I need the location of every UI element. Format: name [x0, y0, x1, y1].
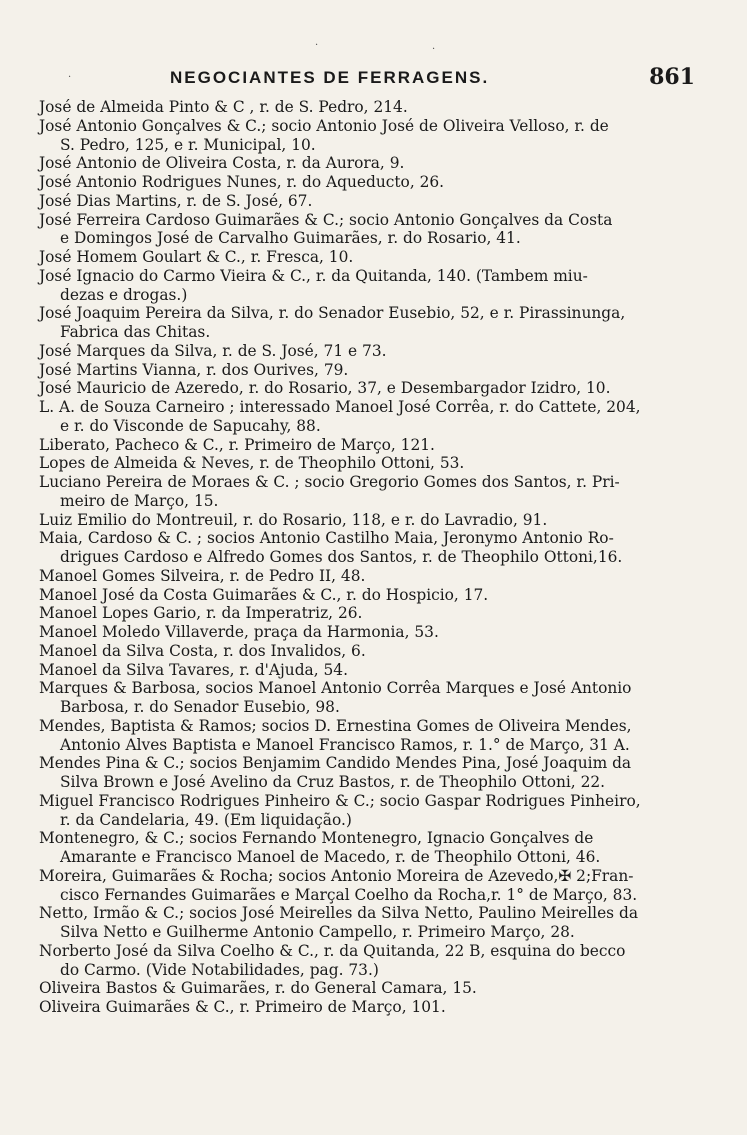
page-number: 861: [649, 64, 695, 90]
entry-line: José Antonio Gonçalves & C.; socio Antonio José de Oliveira Velloso, r. de: [39, 116, 609, 135]
entry-line: Manoel Moledo Villaverde, praça da Harmonia, 53.: [39, 623, 439, 641]
directory-entry: [39, 379, 679, 398]
directory-entry: [39, 117, 679, 155]
entry-line: Norberto José da Silva Coelho & C., r. da Quitanda, 22 B, esquina do becco: [39, 941, 626, 960]
entry-line: Netto, Irmão & C.; socios José Meirelles da Silva Netto, Paulino Meirelles da: [39, 904, 639, 923]
entry-line: L. A. de Souza Carneiro ; interessado Manoel José Corrêa, r. do Cattete, 204,: [39, 398, 641, 416]
entry-continuation-line: Amarante e Francisco Manoel de Macedo, r. de Theophilo Ottoni, 46.: [60, 848, 601, 866]
directory-entry: [39, 267, 679, 305]
entry-continuation-line: e Domingos José de Carvalho Guimarães, r. do Rosario, 41.: [60, 229, 521, 248]
entry-line: José Joaquim Pereira da Silva, r. do Senador Eusebio, 52, e r. Pirassinunga,: [39, 304, 626, 323]
entry-line: Oliveira Bastos & Guimarães, r. do General Camara, 15.: [39, 979, 477, 998]
entry-continuation-line: cisco Fernandes Guimarães e Marçal Coelho da Rocha,r. 1° de Março, 83.: [60, 885, 638, 904]
directory-entry: [39, 754, 679, 792]
print-speck: ·: [315, 40, 319, 51]
entry-line: José Antonio de Oliveira Costa, r. da Aurora, 9.: [39, 154, 405, 173]
entry-continuation-line: Fabrica das Chitas.: [60, 323, 211, 341]
entry-line: José Mauricio de Azeredo, r. do Rosario, 37, e Desembargador Izidro, 10.: [39, 379, 611, 398]
directory-entry: [39, 529, 679, 567]
entry-line: Marques & Barbosa, socios Manoel Antonio Corrêa Marques e José Antonio: [39, 679, 632, 698]
directory-entry: [39, 679, 679, 717]
page-title: NEGOCIANTES DE FERRAGENS.: [170, 68, 490, 87]
entry-line: Maia, Cardoso & C. ; socios Antonio Castilho Maia, Jeronymo Antonio Ro-: [39, 529, 614, 548]
entry-line: Mendes Pina & C.; socios Benjamim Candido Mendes Pina, José Joaquim da: [39, 754, 632, 773]
directory-entry: [39, 904, 679, 942]
directory-entry: [39, 567, 679, 586]
directory-entry: [39, 661, 679, 680]
entry-line: José de Almeida Pinto & C , r. de S. Pedro, 214.: [39, 98, 408, 116]
directory-entry: [39, 248, 679, 267]
directory-entry: [39, 173, 679, 192]
directory-entry: [39, 623, 679, 642]
directory-entry: [39, 792, 679, 830]
directory-entries: [39, 98, 679, 1017]
directory-entry: [39, 717, 679, 755]
entry-continuation-line: drigues Cardoso e Alfredo Gomes dos Santos, r. de Theophilo Ottoni,16.: [60, 548, 623, 566]
entry-line: Manoel José da Costa Guimarães & C., r. do Hospicio, 17.: [39, 585, 489, 604]
directory-entry: [39, 642, 679, 661]
entry-line: José Dias Martins, r. de S. José, 67.: [39, 191, 313, 210]
directory-entry: [39, 586, 679, 605]
entry-line: Manoel da Silva Tavares, r. d'Ajuda, 54.: [39, 660, 348, 679]
entry-line: Moreira, Guimarães & Rocha; socios Antonio Moreira de Azevedo,✠ 2;Fran-: [39, 866, 634, 885]
entry-continuation-line: S. Pedro, 125, e r. Municipal, 10.: [60, 135, 316, 154]
directory-entry: [39, 211, 679, 249]
entry-continuation-line: r. da Candelaria, 49. (Em liquidação.): [60, 810, 352, 829]
directory-entry: [39, 398, 679, 436]
print-speck: ·: [68, 72, 72, 83]
entry-line: Lopes de Almeida & Neves, r. de Theophilo Ottoni, 53.: [39, 454, 465, 473]
page-header: [40, 64, 695, 94]
entry-line: José Homem Goulart & C., r. Fresca, 10.: [39, 248, 354, 266]
entry-line: Manoel Lopes Gario, r. da Imperatriz, 26.: [39, 604, 363, 623]
directory-entry: [39, 304, 679, 342]
entry-continuation-line: do Carmo. (Vide Notabilidades, pag. 73.): [60, 960, 379, 979]
entry-continuation-line: e r. do Visconde de Sapucahy, 88.: [60, 416, 321, 435]
entry-line: Luciano Pereira de Moraes & C. ; socio Gregorio Gomes dos Santos, r. Pri-: [39, 473, 620, 491]
directory-entry: [39, 154, 679, 173]
entry-continuation-line: meiro de Março, 15.: [60, 491, 219, 510]
entry-continuation-line: Antonio Alves Baptista e Manoel Francisco Ramos, r. 1.° de Março, 31 A.: [60, 735, 630, 754]
entry-continuation-line: Silva Netto e Guilherme Antonio Campello, r. Primeiro Março, 28.: [60, 923, 575, 941]
entry-line: Manoel da Silva Costa, r. dos Invalidos, 6.: [39, 641, 366, 660]
entry-continuation-line: Barbosa, r. do Senador Eusebio, 98.: [60, 698, 340, 716]
directory-entry: [39, 604, 679, 623]
entry-line: José Antonio Rodrigues Nunes, r. do Aqueducto, 26.: [39, 173, 445, 191]
directory-entry: [39, 342, 679, 361]
print-speck: ·: [432, 44, 436, 55]
entry-line: Montenegro, & C.; socios Fernando Montenegro, Ignacio Gonçalves de: [39, 829, 594, 848]
entry-line: Manoel Gomes Silveira, r. de Pedro II, 48.: [39, 566, 366, 585]
entry-continuation-line: Silva Brown e José Avelino da Cruz Bastos, r. de Theophilo Ottoni, 22.: [60, 773, 606, 791]
entry-line: Liberato, Pacheco & C., r. Primeiro de Março, 121.: [39, 435, 435, 454]
entry-line: Luiz Emilio do Montreuil, r. do Rosario, 118, e r. do Lavradio, 91.: [39, 510, 548, 529]
entry-line: Miguel Francisco Rodrigues Pinheiro & C.; socio Gaspar Rodrigues Pinheiro,: [39, 791, 641, 810]
directory-entry: [39, 436, 679, 455]
directory-entry: [39, 867, 679, 905]
entry-line: José Marques da Silva, r. de S. José, 71 e 73.: [39, 341, 387, 360]
directory-entry: [39, 511, 679, 530]
directory-entry: [39, 979, 679, 998]
directory-entry: [39, 998, 679, 1017]
directory-entry: [39, 942, 679, 980]
entry-line: Oliveira Guimarães & C., r. Primeiro de Março, 101.: [39, 998, 446, 1016]
entry-line: José Ignacio do Carmo Vieira & C., r. da Quitanda, 140. (Tambem miu-: [39, 266, 588, 285]
directory-entry: [39, 98, 679, 117]
entry-continuation-line: dezas e drogas.): [60, 285, 188, 304]
entry-line: Mendes, Baptista & Ramos; socios D. Ernestina Gomes de Oliveira Mendes,: [39, 716, 632, 735]
directory-entry: [39, 192, 679, 211]
entry-line: José Ferreira Cardoso Guimarães & C.; socio Antonio Gonçalves da Costa: [39, 210, 613, 229]
directory-entry: [39, 454, 679, 473]
entry-line: José Martins Vianna, r. dos Ourives, 79.: [39, 360, 349, 379]
directory-entry: [39, 473, 679, 511]
directory-entry: [39, 361, 679, 380]
directory-entry: [39, 829, 679, 867]
